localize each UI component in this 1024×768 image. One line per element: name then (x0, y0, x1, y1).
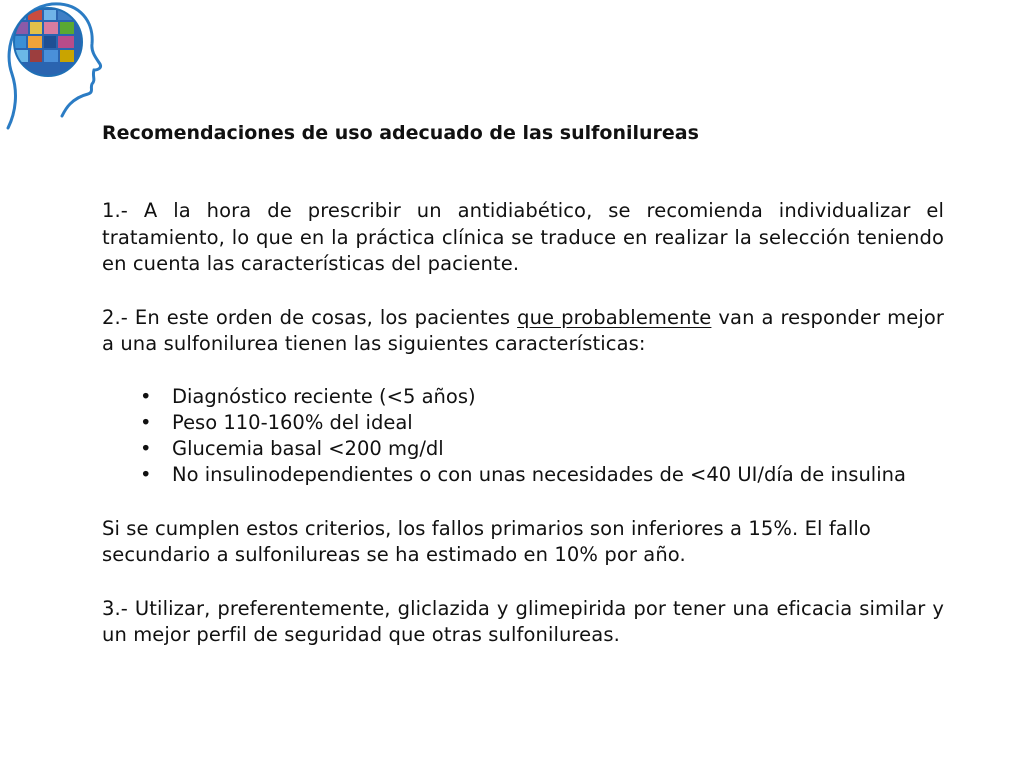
paragraph-3: Si se cumplen estos criterios, los fallos primarios son inferiores a 15%. El fallo secundario a sulfonilureas se ha estimado en 10% por año. (102, 516, 871, 566)
list-item-text: No insulinodependientes o con unas necesidades de <40 UI/día de insulina (172, 462, 906, 486)
list-item-text: Glucemia basal <200 mg/dl (172, 436, 444, 460)
underlined-phrase: que probablemente (517, 305, 712, 329)
characteristics-list (102, 384, 944, 488)
paragraph-2 (102, 305, 944, 358)
paragraph-2-end: van a responder mejor a una sulfonilurea tienen las siguientes características: (102, 305, 944, 355)
paragraph-4: 3.- Utilizar, preferentemente, gliclazida y glimepirida por tener una eficacia similar y un mejor perfil de seguridad que otras sulfonilureas. (102, 596, 944, 646)
bullet-icon: • (140, 436, 152, 460)
list-item-text: Peso 110-160% del ideal (172, 410, 413, 434)
document-body (102, 118, 944, 649)
paragraph-2-start: 2.- En este orden de cosas, los pacientes (102, 305, 518, 329)
bullet-icon: • (140, 462, 152, 486)
list-item (102, 462, 932, 488)
document-title: Recomendaciones de uso adecuado de las sulfonilureas (102, 122, 699, 144)
list-item (102, 384, 932, 410)
list-item (102, 410, 932, 436)
head-puzzle-logo-icon (0, 0, 110, 190)
list-item (102, 436, 932, 462)
paragraph-1: 1.- A la hora de prescribir un antidiabético, se recomienda individualizar el tratamiento, lo que en la práctica clínica se traduce en realizar la selección teniendo en cuenta las características del paciente. (102, 199, 944, 275)
bullet-icon: • (140, 384, 152, 408)
list-item-text: Diagnóstico reciente (<5 años) (172, 384, 476, 408)
bullet-icon: • (140, 410, 152, 434)
